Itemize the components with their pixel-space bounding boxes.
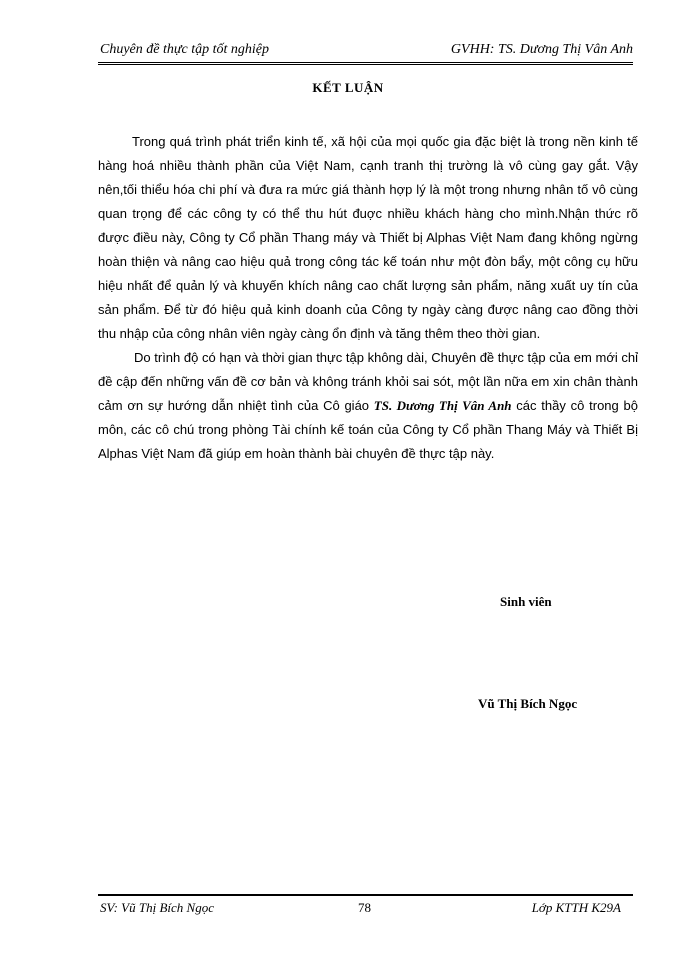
header-right-text: GVHH: TS. Dương Thị Vân Anh — [450, 42, 633, 57]
header-left-text: Chuyên đề thực tập tốt nghiệp — [100, 42, 269, 57]
page-footer — [98, 894, 633, 918]
page-number: 78 — [358, 900, 371, 915]
document-body — [98, 130, 638, 466]
paragraph-2 — [98, 346, 638, 466]
teacher-name: TS. Dương Thị Vân Anh — [373, 398, 512, 413]
footer-student: SV: Vũ Thị Bích Ngọc — [100, 900, 214, 915]
paragraph-1: Trong quá trình phát triển kinh tế, xã hội của mọi quốc gia đặc biệt là trong nền kinh tế hàng hoá nhiều thành phần của Việt Nam, cạnh tranh thị trường là vô cùng gay gắt. Vậy nên,tối thiểu hóa chi phí và đưa ra mức giá thành hợp lý là một trong nhưng nhân tố vô cùng quan trọng để các công ty có thể thu hút đuợc nhiều khách hàng cho mình.Nhận thức rõ được điều này, Công ty Cổ phần Thang máy và Thiết bị Alphas Việt Nam đang không ngừng hoàn thiện và nâng cao hiệu quả trong công tác kế toán như một đòn bẩy, một công cụ hữu hiệu nhất để quản lý và khuyến khích nâng cao chất lượng sản phẩm, năng xuất uy tín của sản phẩm. Để từ đó hiệu quả kinh doanh của Công ty ngày càng được nâng cao đồng thời thu nhập của công nhân viên ngày càng ổn định và tăng thêm theo thời gian. — [98, 134, 638, 341]
paragraph-2-before: Do trình độ có hạn và thời gian thực tập không dài, Chuyên đề thực tập của em mới chỉ đề cập đến những vấn đề cơ bản và không tránh khỏi sai sót, một lần nữa em xin chân thành cảm ơn sự hướng dẫn nhiệt tình của Cô giáo — [98, 350, 638, 413]
page-header — [98, 40, 633, 65]
section-title — [0, 80, 700, 96]
signature-name: Vũ Thị Bích Ngọc — [478, 696, 578, 711]
signature-role: Sinh viên — [500, 594, 552, 609]
footer-class: Lớp KTTH K29A — [531, 900, 621, 915]
section-title-text: KẾT LUẬN — [312, 80, 384, 95]
paragraph-2-after: các thầy cô trong bộ môn, các cô chú trong phòng Tài chính kế toán của Công ty Cổ phần Thang Máy và Thiết Bị Alphas Việt Nam đã giúp em hoàn thành bài chuyên đề thực tập này. — [98, 398, 638, 461]
